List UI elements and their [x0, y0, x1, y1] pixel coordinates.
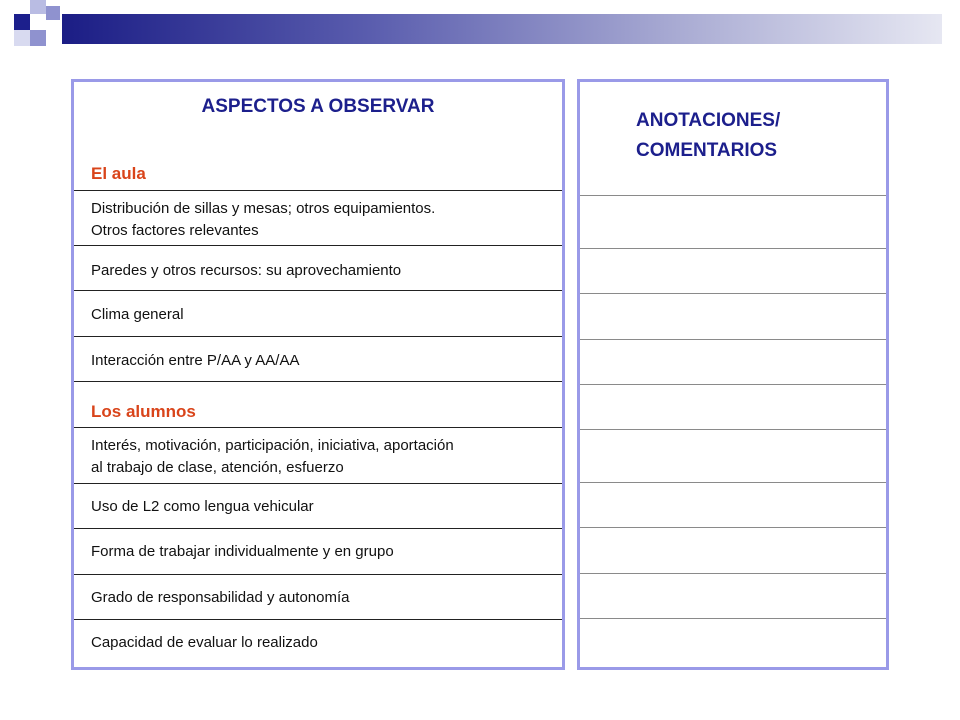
section-aula: El aula	[91, 164, 146, 183]
decor-square	[30, 0, 46, 14]
notes-title	[636, 106, 780, 166]
decor-square	[14, 14, 30, 30]
notes-divider	[580, 618, 886, 619]
aspect-item: Interés, motivación, participación, iniciativa, aportación	[91, 437, 454, 454]
divider	[74, 245, 562, 246]
aspect-item: Uso de L2 como lengua vehicular	[91, 498, 314, 515]
notes-divider	[580, 527, 886, 528]
decor-square	[14, 30, 30, 46]
divider	[74, 574, 562, 575]
notes-divider	[580, 482, 886, 483]
notes-divider	[580, 573, 886, 574]
divider	[74, 336, 562, 337]
aspect-item: al trabajo de clase, atención, esfuerzo	[91, 459, 344, 476]
notes-divider	[580, 195, 886, 196]
notes-divider	[580, 248, 886, 249]
notes-title-line: ANOTACIONES/	[636, 110, 781, 131]
divider	[74, 483, 562, 484]
aspect-item: Grado de responsabilidad y autonomía	[91, 589, 350, 606]
aspect-item: Clima general	[91, 306, 184, 323]
aspects-panel	[71, 79, 565, 670]
notes-panel	[577, 79, 889, 670]
divider	[74, 427, 562, 428]
divider	[74, 528, 562, 529]
decor-square	[30, 30, 46, 46]
aspects-title: ASPECTOS A OBSERVAR	[201, 96, 435, 117]
divider	[74, 290, 562, 291]
aspect-item: Capacidad de evaluar lo realizado	[91, 634, 318, 651]
divider	[74, 619, 562, 620]
aspect-item: Paredes y otros recursos: su aprovechamiento	[91, 262, 402, 279]
aspect-item: Interacción entre P/AA y AA/AA	[91, 352, 300, 369]
notes-divider	[580, 293, 886, 294]
header-gradient-band	[62, 14, 942, 44]
notes-divider	[580, 339, 886, 340]
aspect-item: Distribución de sillas y mesas; otros equipamientos.	[91, 200, 436, 217]
divider	[74, 381, 562, 382]
notes-divider	[580, 384, 886, 385]
divider	[74, 190, 562, 191]
decor-square	[46, 6, 60, 20]
notes-divider	[580, 429, 886, 430]
section-alumnos: Los alumnos	[91, 402, 196, 421]
aspect-item: Forma de trabajar individualmente y en grupo	[91, 543, 394, 560]
notes-title-line: COMENTARIOS	[636, 140, 778, 161]
aspect-item: Otros factores relevantes	[91, 222, 259, 239]
